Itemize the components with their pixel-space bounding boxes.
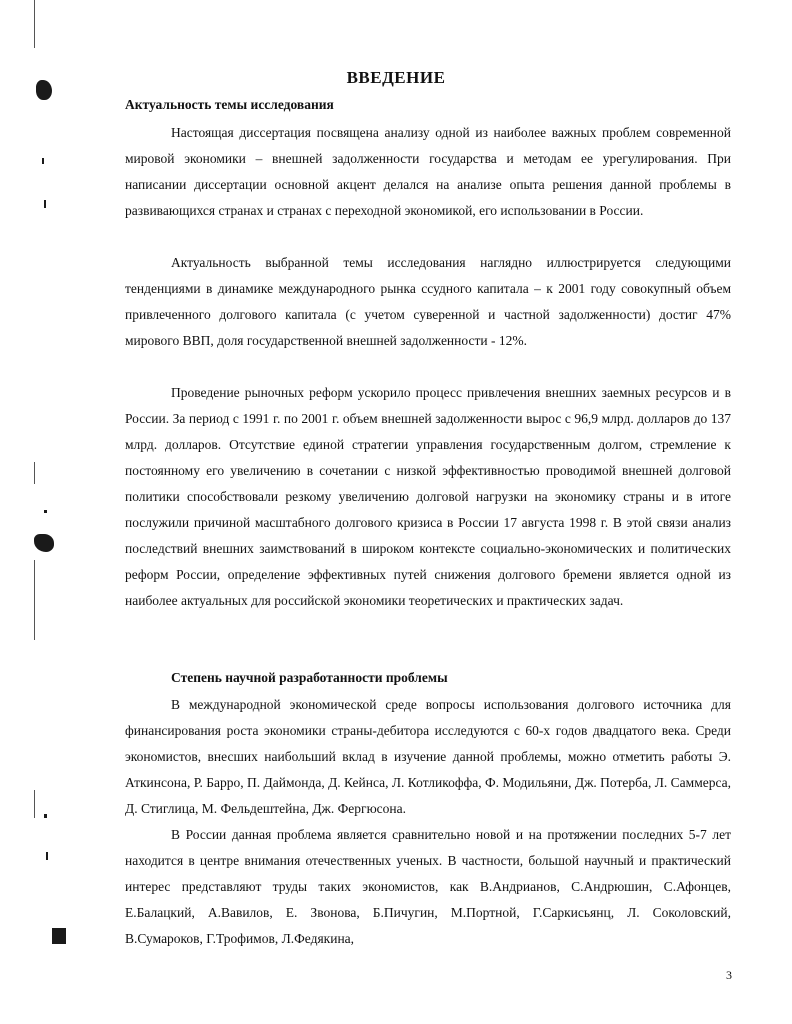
left-margin-line [34, 462, 35, 484]
left-margin-line [34, 0, 35, 48]
left-margin-line [34, 790, 35, 818]
ink-speck [44, 510, 47, 513]
paragraph-relevance-trends: Актуальность выбранной темы исследования наглядно иллюстрируется следующими тенденциями в динамике международного рынка ссудного капитала – к 2001 году совокупный объем привлеченного долгового капитала (с учетом суверенной и частной задолженности) достиг 47% мирового ВВП, доля государственной внешней задолженности - 12%. [125, 255, 731, 348]
ink-speck [42, 158, 44, 164]
left-margin-line [34, 560, 35, 640]
section-title-research-degree: Степень научной разработанности проблемы [171, 670, 448, 685]
document-heading: ВВЕДЕНИЕ [346, 68, 446, 87]
ink-speck [44, 814, 47, 818]
paragraph-market-reforms: Проведение рыночных реформ ускорило процесс привлечения внешних заемных ресурсов и в России. За период с 1991 г. по 2001 г. объем внешней задолженности вырос с 96,9 млрд. долларов до 137 млрд. долларов. Отсутствие единой стратегии управления государственным долгом, стремление к постоянному его увеличению в сочетании с низкой эффективностью проводимой внешней долговой политики способствовали резкому увеличению долговой нагрузки на экономику страны и в итоге послужили причиной масштабного долгового кризиса в России 17 августа 1998 г. В этой связи анализ последствий внешних заимствований в широком контексте социально-экономических и политических реформ России, определение эффективных путей снижения долгового бремени является одной из наиболее актуальных для российской экономики теоретических и практических задач. [125, 385, 731, 608]
paragraph-international-research: В международной экономической среде вопросы использования долгового источника для финансирования роста экономики страны-дебитора исследуются с 60-х годов двадцатого века. Среди экономистов, внесших наибольший вклад в изучение данной проблемы, можно отметить работы Э. Аткинсона, Р. Барро, П. Даймонда, Д. Кейнса, Л. Котликоффа, Ф. Модильяни, Дж. Потерба, Л. Саммерса, Д. Стиглица, М. Фельдештейна, Дж. Фергюсона. [125, 697, 731, 816]
ink-blot [34, 534, 54, 552]
paragraph-dissertation-topic: Настоящая диссертация посвящена анализу одной из наиболее важных проблем современной мировой экономики – внешней задолженности государства и методам ее урегулирования. При написании диссертации основной акцент делался на анализе опыта решения данной проблемы в развивающихся странах и странах с переходной экономикой, его использовании в России. [125, 125, 731, 218]
ink-speck [46, 852, 48, 860]
paragraph-russian-research: В России данная проблема является сравнительно новой и на протяжении последних 5-7 лет находится в центре внимания отечественных ученых. В частности, большой научный и практический интерес представляют труды таких экономистов, как В.Андрианов, С.Андрюшин, С.Афонцев, Е.Балацкий, А.Вавилов, Е. Звонова, Б.Пичугин, М.Портной, Г.Саркисьянц, Л. Соколовский, В.Сумароков, Г.Трофимов, Л.Федякина, [125, 827, 731, 946]
page-number: 3 [726, 968, 732, 982]
ink-blot [52, 928, 66, 944]
section-title-relevance: Актуальность темы исследования [125, 97, 334, 112]
ink-speck [44, 200, 46, 208]
